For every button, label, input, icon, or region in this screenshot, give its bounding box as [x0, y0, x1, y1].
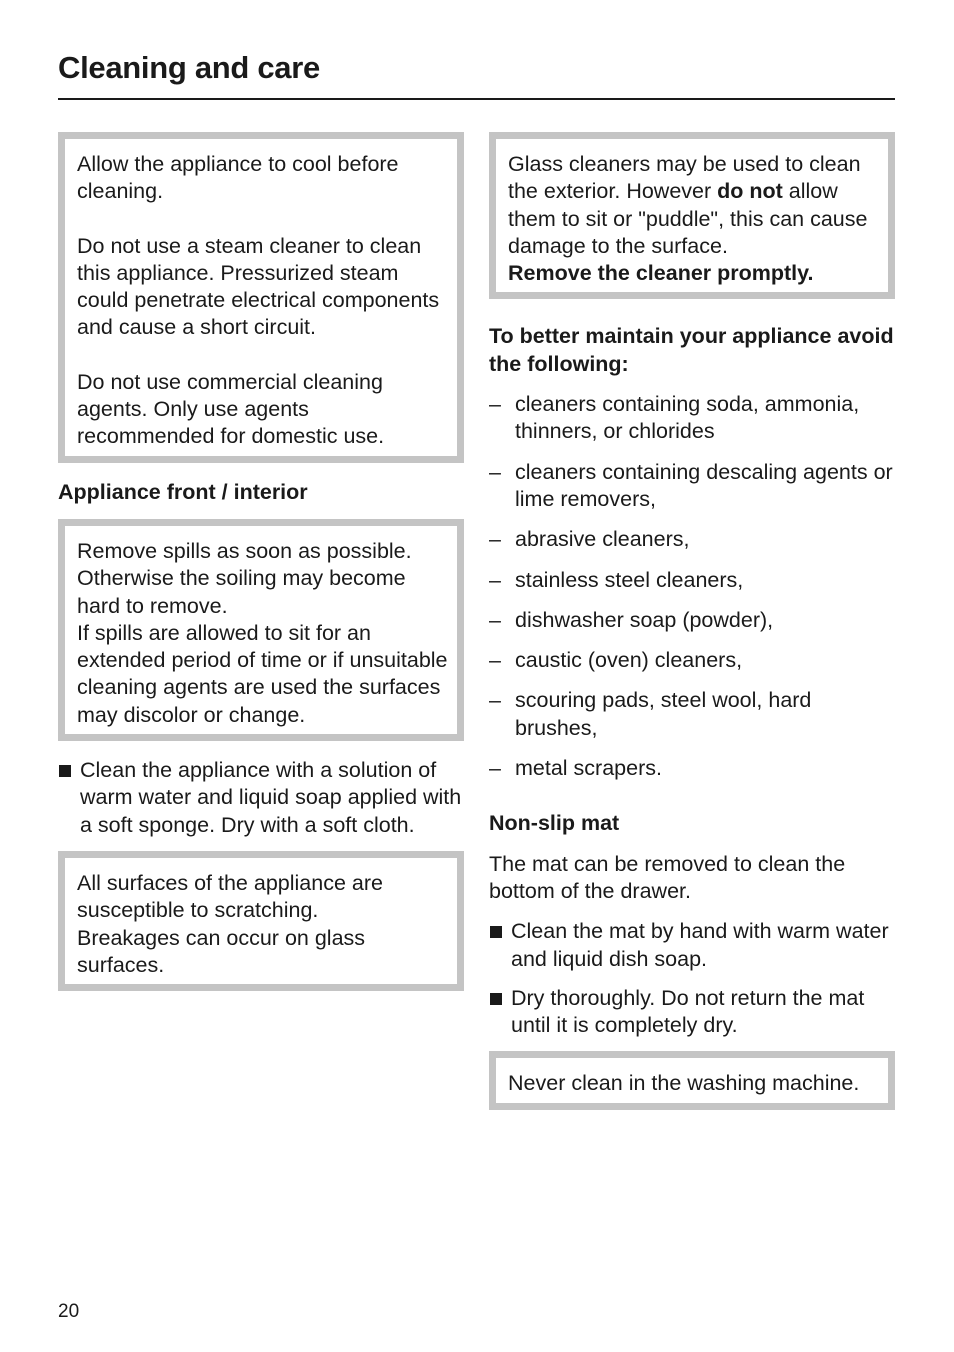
list-item: – stainless steel cleaners,	[489, 567, 895, 594]
notice-text: Do not use commercial cleaning agents. Only use agents recommended for domestic use.	[77, 369, 385, 449]
avoid-list	[489, 391, 895, 782]
page-title: Cleaning and care	[58, 50, 320, 85]
section-heading-avoid: To better maintain your appliance avoid the following:	[489, 324, 894, 376]
instruction-item	[489, 985, 895, 1040]
list-item: – caustic (oven) cleaners,	[489, 647, 895, 674]
title-divider	[58, 98, 895, 100]
dash-bullet-icon: –	[489, 567, 501, 592]
dash-bullet-icon: –	[489, 527, 501, 552]
warning-box-washing-machine	[489, 1051, 895, 1109]
mat-description: The mat can be removed to clean the bottom of the drawer.	[489, 851, 846, 903]
emphasis-text: do not	[717, 179, 783, 204]
right-column	[489, 132, 895, 1126]
notice-text: Glass cleaners may be used to clean the exterior. However do not allow them to sit or "puddle", this can cause damage to the surface.	[508, 152, 868, 258]
warning-box-spills	[58, 519, 464, 741]
notice-text: Allow the appliance to cool before cleaning.	[77, 152, 399, 204]
list-item: – scouring pads, steel wool, hard brushes,	[489, 688, 812, 740]
instruction-item	[489, 918, 895, 973]
list-item: – dishwasher soap (powder),	[489, 607, 895, 634]
list-item: – abrasive cleaners,	[489, 526, 895, 553]
dash-bullet-icon: –	[489, 607, 501, 632]
section-heading-non-slip-mat: Non-slip mat	[489, 811, 620, 836]
warning-box-glass-cleaners	[489, 132, 895, 299]
notice-text: Never clean in the washing machine.	[508, 1071, 860, 1096]
notice-emphasis: Remove the cleaner promptly.	[508, 261, 814, 286]
notice-text: If spills are allowed to sit for an extended period of time or if unsuitable cleaning agents are used the surfaces may discolor or change.	[77, 620, 448, 727]
page-number: 20	[58, 1301, 80, 1322]
list-item: – cleaners containing soda, ammonia, thinners, or chlorides	[489, 392, 860, 444]
list-item: – metal scrapers.	[489, 755, 895, 782]
square-bullet-icon	[59, 765, 71, 777]
notice-text: Do not use a steam cleaner to clean this appliance. Pressurized steam could penetrate electrical components and cause a short circuit.	[77, 233, 440, 340]
instruction-text: Clean the appliance with a solution of warm water and liquid soap applied with a soft sponge. Dry with a soft cloth.	[80, 758, 462, 837]
dash-bullet-icon: –	[489, 756, 501, 781]
dash-bullet-icon: –	[489, 688, 501, 713]
notice-text: All surfaces of the appliance are susceptible to scratching.	[77, 870, 383, 923]
instruction-item	[58, 757, 464, 839]
warning-box-scratching	[58, 851, 464, 991]
notice-text: Breakages can occur on glass surfaces.	[77, 925, 366, 977]
instruction-text: Clean the mat by hand with warm water and liquid dish soap.	[511, 919, 889, 971]
dash-bullet-icon: –	[489, 392, 501, 417]
left-column	[58, 132, 464, 1007]
instruction-text: Dry thoroughly. Do not return the mat until it is completely dry.	[511, 985, 865, 1038]
dash-bullet-icon: –	[489, 648, 501, 673]
section-heading-front-interior: Appliance front / interior	[58, 479, 308, 504]
dash-bullet-icon: –	[489, 459, 501, 484]
square-bullet-icon	[490, 993, 502, 1005]
warning-box-cooling-steam	[58, 132, 464, 463]
notice-text: Remove spills as soon as possible. Otherwise the soiling may become hard to remove.	[77, 538, 412, 618]
square-bullet-icon	[490, 926, 502, 938]
list-item: – cleaners containing descaling agents or lime removers,	[489, 459, 893, 511]
